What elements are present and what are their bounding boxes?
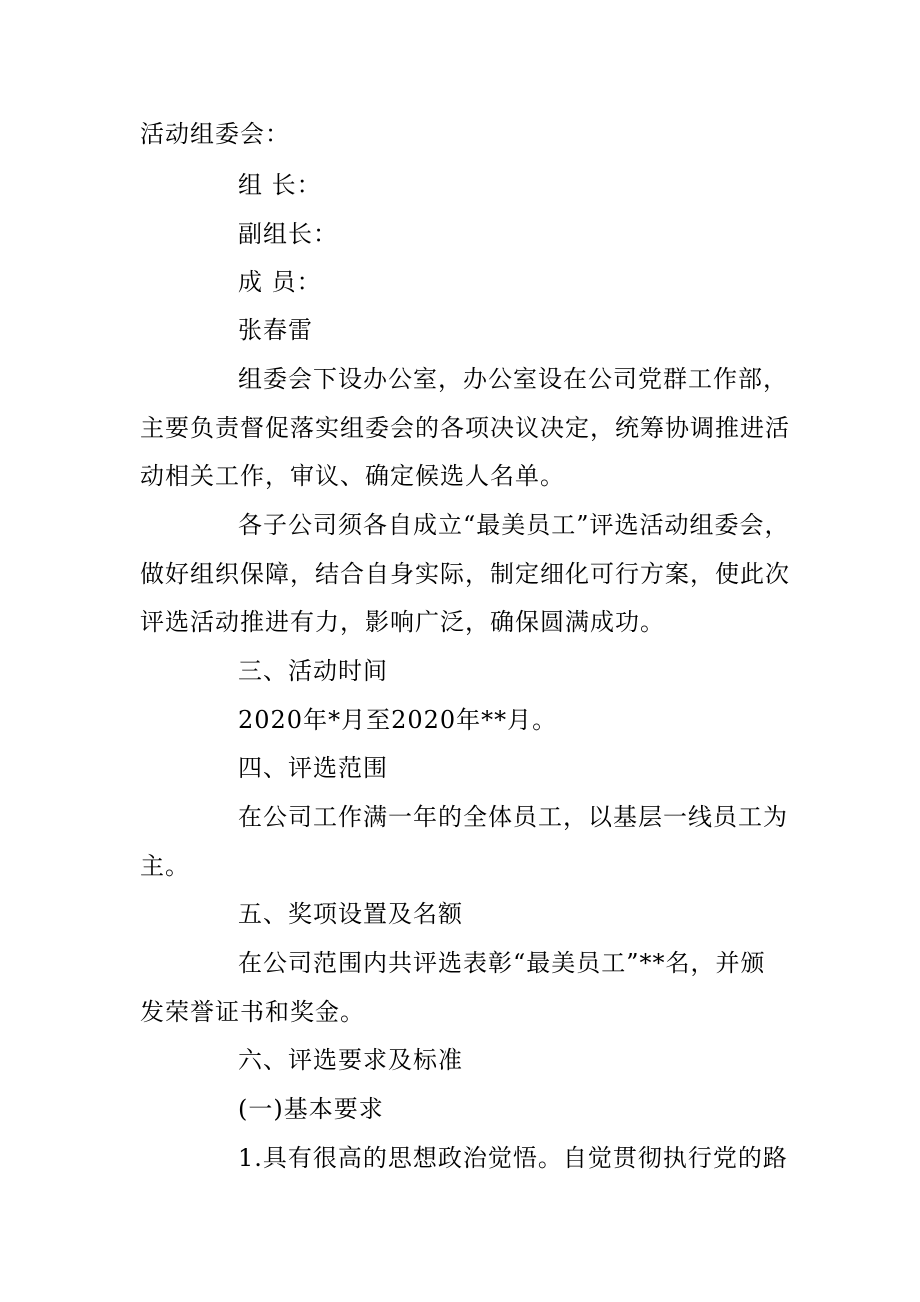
- paragraph-line: 做好组织保障，结合自身实际，制定细化可行方案，使此次: [140, 560, 790, 588]
- paragraph-line: 1.具有很高的思想政治觉悟。自觉贯彻执行党的路: [238, 1144, 788, 1172]
- paragraph-line: 各子公司须各自成立“最美员工”评选活动组委会，: [238, 511, 790, 539]
- paragraph-line: 在公司工作满一年的全体员工，以基层一线员工为: [238, 803, 788, 831]
- role-members: 成 员：: [238, 268, 322, 296]
- role-leader: 组 长：: [238, 171, 322, 199]
- paragraph-line: 动相关工作，审议、确定候选人名单。: [140, 462, 565, 490]
- section-heading: 六、评选要求及标准: [238, 1046, 463, 1074]
- subsection-heading: (一)基本要求: [238, 1095, 384, 1123]
- paragraph-line: 2020年*月至2020年**月。: [238, 706, 558, 734]
- paragraph-line: 主要负责督促落实组委会的各项决议决定，统筹协调推进活: [140, 414, 790, 442]
- section-heading: 三、活动时间: [238, 657, 388, 685]
- paragraph-line: 在公司范围内共评选表彰“最美员工”**名，并颁: [238, 949, 766, 977]
- member-name: 张春雷: [238, 316, 313, 344]
- section-heading: 四、评选范围: [238, 754, 388, 782]
- paragraph-line: 发荣誉证书和奖金。: [140, 998, 365, 1026]
- role-deputy-leader: 副组长：: [238, 220, 338, 248]
- paragraph-line: 组委会下设办公室，办公室设在公司党群工作部，: [238, 365, 788, 393]
- paragraph-line: 主。: [140, 852, 190, 880]
- paragraph-line: 评选活动推进有力，影响广泛，确保圆满成功。: [140, 608, 665, 636]
- committee-heading: 活动组委会：: [140, 120, 290, 148]
- section-heading: 五、奖项设置及名额: [238, 900, 463, 928]
